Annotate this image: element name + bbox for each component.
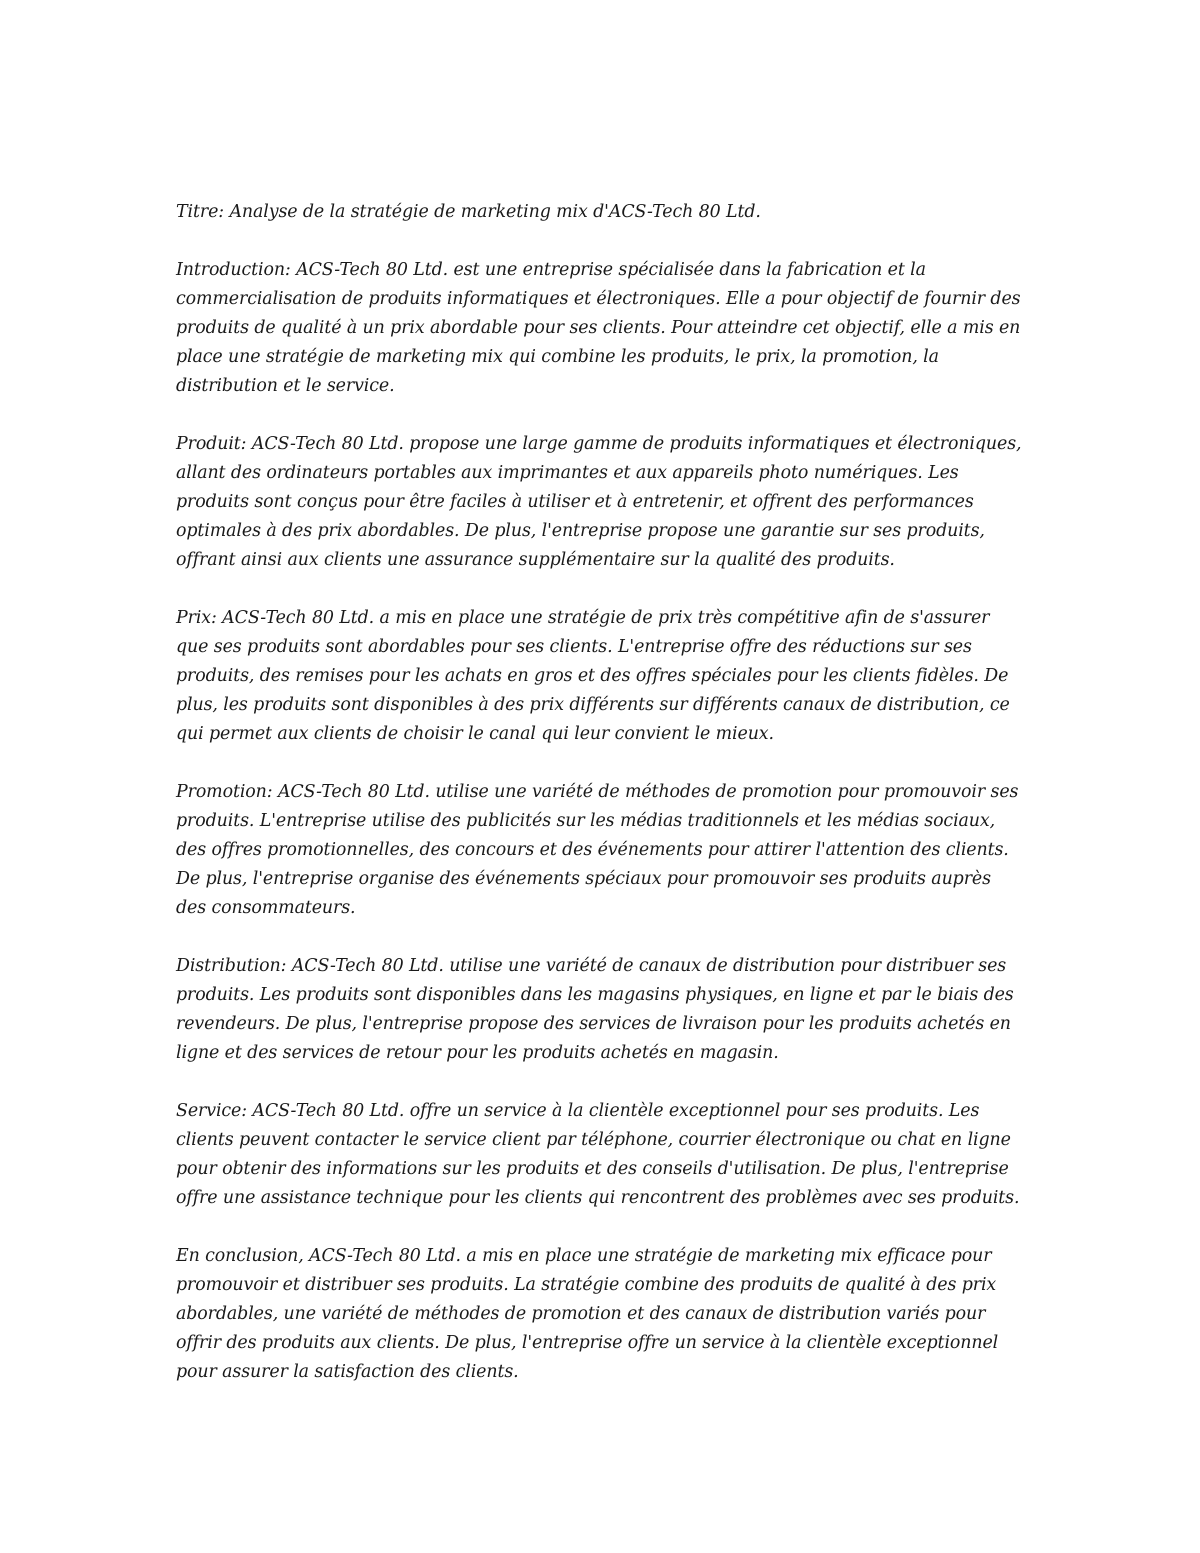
paragraph-service: Service: ACS-Tech 80 Ltd. offre un service à la clientèle exceptionnel pour ses produits. Les clients peuvent contacter le service client par téléphone, courrier électronique ou chat en ligne pour obtenir des informations sur les produits et des conseils d'utilisation. De plus, l'entreprise offre une assistance technique pour les clients qui rencontrent des problèmes avec ses produits.: [176, 1101, 1020, 1208]
paragraph-produit: Produit: ACS-Tech 80 Ltd. propose une large gamme de produits informatiques et électroniques, allant des ordinateurs portables aux imprimantes et aux appareils photo numériques. Les produits sont conçus pour être faciles à utiliser et à entretenir, et offrent des performances optimales à des prix abordables. De plus, l'entreprise propose une garantie sur ses produits, offrant ainsi aux clients une assurance supplémentaire sur la qualité des produits.: [176, 434, 1022, 570]
document-title: Titre: Analyse de la stratégie de marketing mix d'ACS-Tech 80 Ltd.: [176, 202, 761, 222]
document-body: [176, 198, 1024, 1416]
paragraph-introduction: Introduction: ACS-Tech 80 Ltd. est une entreprise spécialisée dans la fabrication et la commercialisation de produits informatiques et électroniques. Elle a pour objectif de fournir des produits de qualité à un prix abordable pour ses clients. Pour atteindre cet objectif, elle a mis en place une stratégie de marketing mix qui combine les produits, le prix, la promotion, la distribution et le service.: [176, 260, 1021, 396]
paragraph-distribution: Distribution: ACS-Tech 80 Ltd. utilise une variété de canaux de distribution pour distribuer ses produits. Les produits sont disponibles dans les magasins physiques, en ligne et par le biais des revendeurs. De plus, l'entreprise propose des services de livraison pour les produits achetés en ligne et des services de retour pour les produits achetés en magasin.: [176, 956, 1014, 1063]
paragraph-promotion: Promotion: ACS-Tech 80 Ltd. utilise une variété de méthodes de promotion pour promouvoir ses produits. L'entreprise utilise des publicités sur les médias traditionnels et les médias sociaux, des offres promotionnelles, des concours et des événements pour attirer l'attention des clients. De plus, l'entreprise organise des événements spéciaux pour promouvoir ses produits auprès des consommateurs.: [176, 782, 1019, 918]
paragraph-conclusion: En conclusion, ACS-Tech 80 Ltd. a mis en place une stratégie de marketing mix efficace pour promouvoir et distribuer ses produits. La stratégie combine des produits de qualité à des prix abordables, une variété de méthodes de promotion et des canaux de distribution variés pour offrir des produits aux clients. De plus, l'entreprise offre un service à la clientèle exceptionnel pour assurer la satisfaction des clients.: [176, 1246, 999, 1382]
paragraph-prix: Prix: ACS-Tech 80 Ltd. a mis en place une stratégie de prix très compétitive afin de s'assurer que ses produits sont abordables pour ses clients. L'entreprise offre des réductions sur ses produits, des remises pour les achats en gros et des offres spéciales pour les clients fidèles. De plus, les produits sont disponibles à des prix différents sur différents canaux de distribution, ce qui permet aux clients de choisir le canal qui leur convient le mieux.: [176, 608, 1010, 744]
